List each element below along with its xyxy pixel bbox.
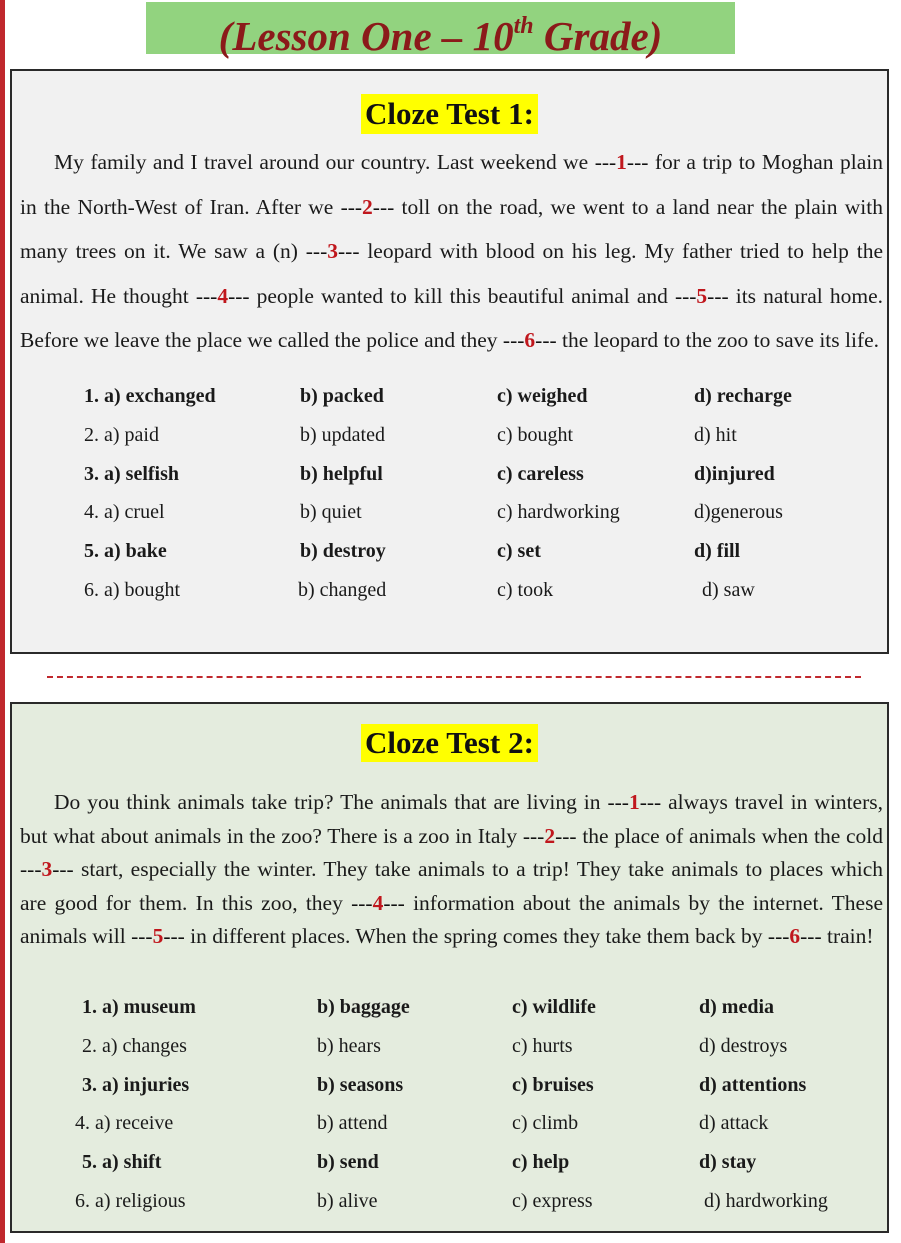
blank-dashes: --- [767,924,790,949]
option-b: b) attend [317,1112,388,1135]
passage-text: leopard with blood on his leg. My father tried to help the animal. He thought [20,239,883,308]
passage-text: in different places. When the spring comes they take them back by [184,924,768,949]
blank-1 [595,150,649,174]
blank-dashes: --- [639,790,662,814]
blank-dashes: --- [338,239,360,264]
blank-dashes: --- [522,823,545,848]
option-c: c) weighed [497,384,588,407]
option-a: 4. a) cruel [84,501,165,524]
option-b: b) baggage [317,995,410,1018]
option-b: b) seasons [317,1073,404,1096]
cloze-test-2-passage [20,786,883,954]
blank-number: 5 [152,924,164,949]
option-a: 2. a) changes [82,1034,187,1057]
cloze-test-1-passage [20,140,883,363]
blank-number: 6 [524,328,536,353]
option-d: d) recharge [694,384,792,407]
blank-5 [131,924,185,948]
passage-text: information about the animals by the internet. These animals will [20,890,883,949]
blank-dashes: --- [535,328,557,353]
option-b: b) destroy [300,540,386,563]
option-a: 5. a) bake [84,540,167,563]
passage-text: its natural home. Before we leave the place we called the police and they [20,283,883,353]
section-divider [47,676,861,678]
option-c: c) express [512,1189,593,1212]
option-d: d) media [699,995,774,1018]
option-c: c) bought [497,423,574,446]
cloze-test-2-options [12,988,887,1221]
option-row-2 [12,1027,887,1066]
option-d: d) hit [694,423,737,446]
blank-3 [306,239,360,263]
heading-text: Cloze Test [364,725,501,760]
option-row-3 [12,1066,887,1105]
lesson-title [219,13,663,59]
option-a: 1. a) museum [82,995,196,1018]
blank-number: 6 [789,924,801,949]
blank-dashes: --- [383,890,405,915]
option-b: b) updated [300,423,385,446]
blank-dashes: --- [800,924,822,949]
blank-dashes: --- [228,283,250,308]
blank-6 [768,924,822,948]
option-b: b) hears [317,1034,381,1057]
blank-2 [341,195,395,219]
option-d: d)injured [694,462,775,485]
blank-dashes: --- [626,150,649,174]
blank-dashes: --- [163,924,185,949]
option-row-3 [12,455,887,494]
blank-number: 2 [544,823,556,848]
option-c: c) help [512,1151,570,1174]
option-row-6 [12,1182,887,1221]
title-prefix: (Lesson One – 10 [218,12,514,59]
option-b: b) quiet [300,501,362,524]
blank-1 [607,790,661,814]
option-b: b) changed [298,578,387,601]
passage-text: always travel in winters, but what about animals in the zoo? There is a zoo in Italy [20,790,883,848]
blank-dashes: --- [52,857,74,882]
passage-text: the place of animals when the cold [576,823,883,848]
blank-dashes: --- [674,283,697,308]
cloze-test-1-options [12,377,887,610]
option-c: c) careless [497,462,584,485]
cloze-test-1-panel [10,69,889,654]
blank-dashes: --- [340,194,363,219]
blank-dashes: --- [305,239,328,264]
lesson-title-banner [146,2,735,59]
option-b: b) alive [317,1189,378,1212]
title-suffix: Grade) [533,12,663,59]
option-row-4 [12,493,887,532]
blank-number: 3 [327,239,338,264]
option-b: b) send [317,1151,379,1174]
blank-number: 2 [362,194,373,219]
option-row-4 [12,1104,887,1143]
passage-text: Do you think animals take trip? The animals that are living in [54,790,608,814]
cloze-test-2-panel [10,702,889,1233]
option-d: d) stay [699,1151,757,1174]
blank-dashes: --- [195,283,218,308]
option-d: d)generous [694,501,783,524]
option-a: 6. a) bought [84,578,181,601]
passage-text: the leopard to the zoo to save its life. [556,328,880,353]
blank-number: 4 [372,890,384,915]
blank-number: 3 [41,857,53,882]
option-a: 2. a) paid [84,423,159,446]
blank-3 [20,857,74,881]
blank-dashes: --- [707,283,729,308]
cloze-test-2-heading [361,724,538,762]
blank-4 [351,891,405,915]
option-d: d) attentions [699,1073,807,1096]
left-accent-bar [0,0,5,1243]
option-c: c) set [497,540,541,563]
blank-dashes: --- [502,328,525,353]
option-a: 5. a) shift [82,1151,162,1174]
option-row-1 [12,988,887,1027]
option-a: 1. a) exchanged [84,384,216,407]
option-a: 3. a) injuries [82,1073,190,1096]
option-d: d) fill [694,540,741,563]
blank-5 [675,284,729,308]
option-row-2 [12,416,887,455]
blank-dashes: --- [555,823,577,848]
passage-text: toll on the road, we went to a land near the plain with many trees on it. We saw a (n) [20,194,883,264]
option-c: c) took [497,578,554,601]
blank-4 [196,284,250,308]
blank-dashes: --- [607,790,629,814]
option-d: d) destroys [699,1034,788,1057]
passage-text: people wanted to kill this beautiful animal and [249,283,675,308]
option-row-5 [12,532,887,571]
option-d: d) hardworking [704,1189,828,1212]
heading-number: 1: [508,96,534,131]
option-b: b) packed [300,384,384,407]
option-row-1 [12,377,887,416]
option-row-6 [12,571,887,610]
cloze-test-1-heading [361,94,538,134]
option-c: c) hurts [512,1034,573,1057]
option-c: c) climb [512,1112,579,1135]
blank-dashes: --- [131,924,153,949]
passage-text: My family and I travel around our country. Last weekend we [54,150,595,174]
blank-number: 4 [217,283,229,308]
passage-text: train! [821,924,874,949]
blank-dashes: --- [594,150,617,174]
option-c: c) bruises [512,1073,594,1096]
blank-number: 1 [628,790,640,814]
option-c: c) wildlife [512,995,596,1018]
blank-2 [523,824,577,848]
option-row-5 [12,1143,887,1182]
blank-number: 1 [616,150,627,174]
heading-number: 2: [508,725,534,760]
blank-6 [503,328,557,352]
option-a: 4. a) receive [75,1112,174,1135]
option-d: d) attack [699,1112,769,1135]
passage-text: start, especially the winter. They take animals to a trip! They take animals to places which are good for them. In this zoo, they [20,857,883,915]
passage-text: for a trip to Moghan plain in the North-West of Iran. After we [20,150,883,219]
blank-dashes: --- [20,857,42,882]
option-c: c) hardworking [497,501,620,524]
blank-dashes: --- [351,890,373,915]
option-a: 3. a) selfish [84,462,179,485]
option-b: b) helpful [300,462,383,485]
option-d: d) saw [702,578,755,601]
title-superscript: th [513,13,534,39]
option-a: 6. a) religious [75,1189,186,1212]
heading-text: Cloze Test [364,96,501,131]
blank-number: 5 [696,283,708,308]
blank-dashes: --- [372,194,395,219]
